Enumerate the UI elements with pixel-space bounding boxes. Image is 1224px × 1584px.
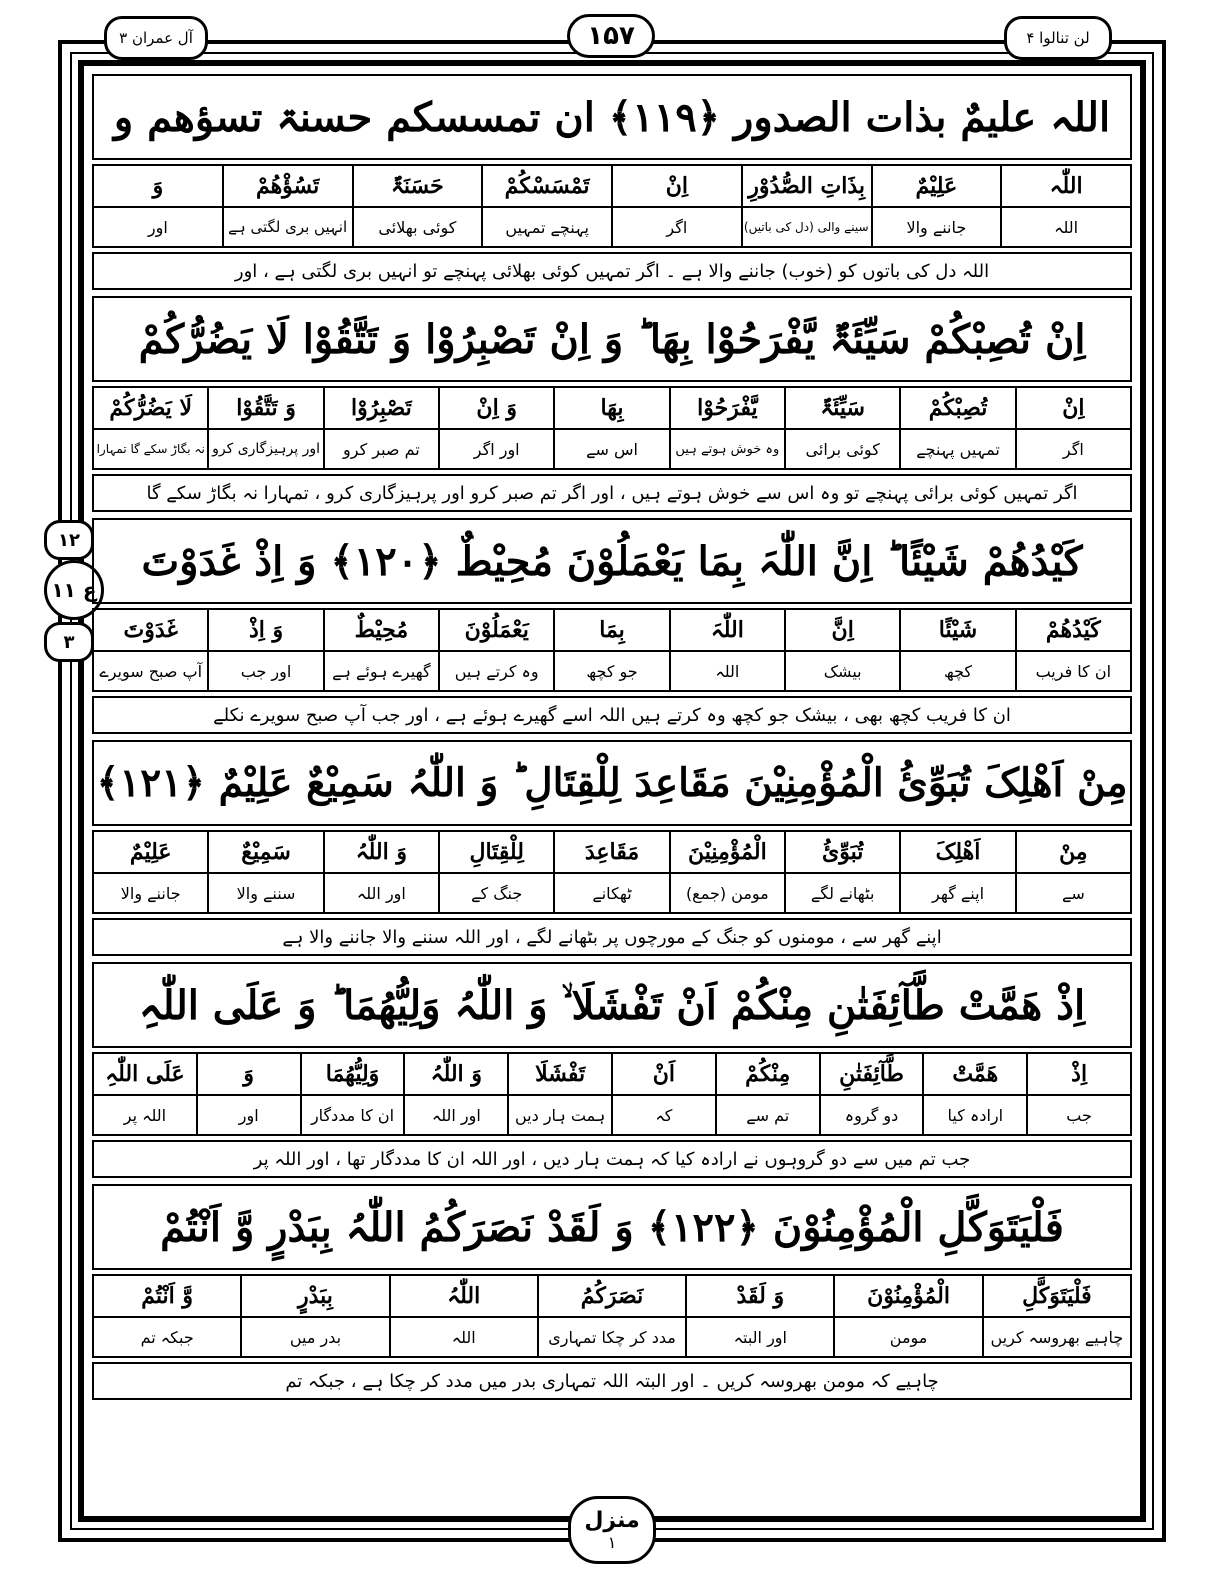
arabic-word: لِلْقِتَالِ [439,831,554,873]
urdu-meaning: اور جب [208,651,323,691]
ayah-text: مِنْ اَھْلِکَ تُبَوِّئُ الْمُؤْمِنِیْنَ مَقَاعِدَ لِلْقِتَالِ ؕ وَ اللّٰہُ سَمِیْعٌ عَلِیْمٌ ﴿۱۲۱﴾ [92,740,1132,826]
urdu-meaning: اور پرہیزگاری کرو [208,429,323,469]
urdu-meaning: دو گروہ [820,1095,924,1135]
arabic-word: وَّ اَنْتُمْ [93,1275,241,1317]
arabic-word: بِذَاتِ الصُّدُوْرِ [742,165,872,207]
urdu-meaning: اس سے [554,429,669,469]
arabic-word: فَلْیَتَوَکَّلِ [983,1275,1131,1317]
page-content [92,74,1132,1406]
arabic-word: اِنَّ [785,609,900,651]
arabic-words-row [93,387,1131,429]
urdu-translation: جب تم میں سے دو گروہوں نے ارادہ کیا کہ ہمت ہار دیں ، اور اللہ ان کا مددگار تھا ، اور اللہ پر [92,1140,1132,1178]
arabic-words-row [93,1275,1131,1317]
word-grid [92,1274,1132,1358]
arabic-word: ھَمَّتْ [923,1053,1027,1095]
urdu-translation: چاہیے کہ مومن بھروسہ کریں ۔ اور البتہ اللہ تمہاری بدر میں مدد کر چکا ہے ، جبکہ تم [92,1362,1132,1400]
urdu-meaning: چاہیے بھروسہ کریں [983,1317,1131,1357]
arabic-word: تُبَوِّئُ [785,831,900,873]
urdu-meaning: جاننے والا [93,873,208,913]
arabic-word: اللّٰہَ [670,609,785,651]
page-number: ۱۵۷ [587,21,635,51]
juz-name-badge [1004,16,1112,60]
manzil-label: منزل [584,1508,640,1533]
verse-section [92,518,1132,734]
urdu-translation: اللہ دل کی باتوں کو (خوب) جاننے والا ہے ۔ اگر تمہیں کوئی بھلائی پہنچے تو انہیں بری لگتی ہے ، اور [92,252,1132,290]
arabic-word: وَ لَقَدْ [686,1275,834,1317]
arabic-word: اِنْ [1016,387,1131,429]
urdu-meaning: سے [1016,873,1131,913]
verse-section [92,740,1132,956]
urdu-meaning: مدد کر چکا تمہاری [538,1317,686,1357]
arabic-word: اللّٰہ [1001,165,1131,207]
urdu-meaning-row [93,1095,1131,1135]
arabic-words-row [93,1053,1131,1095]
arabic-word: وَ اِذْ [208,609,323,651]
arabic-word: وَ اللّٰہُ [324,831,439,873]
urdu-meaning: وہ خوش ہوتے ہیں [670,429,785,469]
word-grid [92,608,1132,692]
urdu-meaning: جب [1027,1095,1131,1135]
urdu-meaning: اللہ [390,1317,538,1357]
verse-section [92,296,1132,512]
arabic-word: غَدَوْتَ [93,609,208,651]
urdu-translation: اپنے گھر سے ، مومنوں کو جنگ کے مورچوں پر بٹھانے لگے ، اور اللہ سننے والا جاننے والا ہے [92,918,1132,956]
arabic-word: وَ تَتَّقُوْا [208,387,323,429]
arabic-word: یَعْمَلُوْنَ [439,609,554,651]
urdu-meaning: اللہ پر [93,1095,197,1135]
urdu-meaning: کوئی برائی [785,429,900,469]
urdu-meaning-row [93,1317,1131,1357]
arabic-word: کَیْدُھُمْ [1016,609,1131,651]
urdu-meaning-row [93,429,1131,469]
arabic-word: نَصَرَکُمُ [538,1275,686,1317]
urdu-meaning: اللہ [1001,207,1131,247]
arabic-word: اَنْ [612,1053,716,1095]
arabic-words-row [93,831,1131,873]
arabic-word: تَصْبِرُوْا [324,387,439,429]
verse-section [92,74,1132,290]
verse-section [92,1184,1132,1400]
ayah-text: اِنْ تُصِبْکُمْ سَیِّئَۃٌ یَّفْرَحُوْا بِھَا ؕ وَ اِنْ تَصْبِرُوْا وَ تَتَّقُوْا لَا یَضُرُّکُمْ [92,296,1132,382]
arabic-word: بِمَا [554,609,669,651]
urdu-meaning: جنگ کے [439,873,554,913]
urdu-meaning: کوئی بھلائی [353,207,483,247]
ayah-text: اللہ علیمٌ بذات الصدور ﴿۱۱۹﴾ ان تمسسکم حسنۃ تسؤھم و [92,74,1132,160]
arabic-word: شَیْئًا [900,609,1015,651]
arabic-word: تَمْسَسْکُمْ [482,165,612,207]
urdu-meaning: کہ [612,1095,716,1135]
arabic-word: اللّٰہُ [390,1275,538,1317]
arabic-word: وَ اِنْ [439,387,554,429]
ayah-text: اِذْ ھَمَّتْ طَّآئِفَتٰنِ مِنْکُمْ اَنْ تَفْشَلَا ۙ وَ اللّٰہُ وَلِیُّھُمَا ؕ وَ عَلَی اللّٰہِ [92,962,1132,1048]
arabic-words-row [93,165,1131,207]
arabic-word: طَّآئِفَتٰنِ [820,1053,924,1095]
urdu-meaning: نہ بگاڑ سکے گا تمہارا [93,429,208,469]
urdu-meaning: مومن [834,1317,982,1357]
manzil-number: ۱ [607,1533,617,1552]
urdu-meaning: مومن (جمع) [670,873,785,913]
urdu-meaning: بدر میں [241,1317,389,1357]
urdu-meaning: کچھ [900,651,1015,691]
urdu-meaning: اگر [612,207,742,247]
surah-name-badge [104,16,208,60]
page-number-badge [567,14,655,58]
urdu-meaning: اگر [1016,429,1131,469]
urdu-meaning: جاننے والا [872,207,1002,247]
urdu-meaning: اللہ [670,651,785,691]
arabic-word: تَسُؤْھُمْ [223,165,353,207]
urdu-meaning: اور البتہ [686,1317,834,1357]
arabic-word: اَھْلِکَ [900,831,1015,873]
arabic-word: بِبَدْرٍ [241,1275,389,1317]
arabic-word: عَلِیْمٌ [93,831,208,873]
ayah-text: فَلْیَتَوَکَّلِ الْمُؤْمِنُوْنَ ﴿۱۲۲﴾ وَ لَقَدْ نَصَرَکُمُ اللّٰہُ بِبَدْرٍ وَّ اَنْتُمْ [92,1184,1132,1270]
arabic-word: بِھَا [554,387,669,429]
arabic-word: وَ [93,165,223,207]
arabic-word: حَسَنَۃٌ [353,165,483,207]
urdu-translation: اگر تمہیں کوئی برائی پہنچے تو وہ اس سے خوش ہوتے ہیں ، اور اگر تم صبر کرو اور پرہیزگاری کرو ، تمہارا نہ بگاڑ سکے گا [92,474,1132,512]
urdu-translation: ان کا فریب کچھ بھی ، بیشک جو کچھ وہ کرتے ہیں اللہ اسے گھیرے ہوئے ہے ، اور جب آپ صبح سویرے نکلے [92,696,1132,734]
urdu-meaning: سننے والا [208,873,323,913]
arabic-word: وَلِیُّھُمَا [301,1053,405,1095]
arabic-word: یَّفْرَحُوْا [670,387,785,429]
arabic-word: اِذْ [1027,1053,1131,1095]
urdu-meaning-row [93,651,1131,691]
urdu-meaning: پہنچے تمہیں [482,207,612,247]
urdu-meaning: ان کا مددگار [301,1095,405,1135]
manzil-badge [568,1496,656,1564]
arabic-word: مِنْ [1016,831,1131,873]
ayah-text: کَیْدُھُمْ شَیْئًا ؕ اِنَّ اللّٰہَ بِمَا یَعْمَلُوْنَ مُحِیْطٌ ﴿۱۲۰﴾ وَ اِذْ غَدَوْتَ [92,518,1132,604]
arabic-word: اِنْ [612,165,742,207]
arabic-word: مُحِیْطٌ [324,609,439,651]
arabic-word: وَ اللّٰہُ [404,1053,508,1095]
urdu-meaning: اور [197,1095,301,1135]
urdu-meaning: وہ کرتے ہیں [439,651,554,691]
arabic-word: مَقَاعِدَ [554,831,669,873]
arabic-word: تَفْشَلَا [508,1053,612,1095]
urdu-meaning: آپ صبح سویرے [93,651,208,691]
urdu-meaning: تم صبر کرو [324,429,439,469]
arabic-word: عَلَی اللّٰہِ [93,1053,197,1095]
urdu-meaning: جبکہ تم [93,1317,241,1357]
urdu-meaning: گھیرے ہوئے ہے [324,651,439,691]
arabic-word: عَلِیْمٌ [872,165,1002,207]
urdu-meaning-row [93,207,1131,247]
urdu-meaning-row [93,873,1131,913]
urdu-meaning: ٹھکانے [554,873,669,913]
urdu-meaning: بٹھانے لگے [785,873,900,913]
urdu-meaning: ہمت ہار دیں [508,1095,612,1135]
urdu-meaning: جو کچھ [554,651,669,691]
urdu-meaning: اپنے گھر [900,873,1015,913]
arabic-word: الْمُؤْمِنُوْنَ [834,1275,982,1317]
surah-name: آل عمران ۳ [119,29,193,47]
word-grid [92,164,1132,248]
urdu-meaning: تمہیں پہنچے [900,429,1015,469]
word-grid [92,386,1132,470]
word-grid [92,830,1132,914]
urdu-meaning: ارادہ کیا [923,1095,1027,1135]
arabic-word: وَ [197,1053,301,1095]
urdu-meaning: بیشک [785,651,900,691]
arabic-word: لَا یَضُرُّکُمْ [93,387,208,429]
ruku-marker-top: ۱۲ [44,520,94,560]
urdu-meaning: ان کا فریب [1016,651,1131,691]
arabic-words-row [93,609,1131,651]
urdu-meaning: انہیں بری لگتی ہے [223,207,353,247]
word-grid [92,1052,1132,1136]
juz-name: لن تنالوا ۴ [1026,29,1090,47]
arabic-word: سَمِیْعٌ [208,831,323,873]
urdu-meaning: تم سے [716,1095,820,1135]
arabic-word: سَیِّئَۃٌ [785,387,900,429]
arabic-word: الْمُؤْمِنِیْنَ [670,831,785,873]
arabic-word: مِنْکُمْ [716,1053,820,1095]
urdu-meaning: اور اللہ [404,1095,508,1135]
ruku-marker-bottom: ۳ [44,622,94,662]
arabic-word: تُصِبْکُمْ [900,387,1015,429]
urdu-meaning: سینے والی (دل کی باتیں) [742,207,872,247]
urdu-meaning: اور [93,207,223,247]
urdu-meaning: اور اللہ [324,873,439,913]
verse-section [92,962,1132,1178]
urdu-meaning: اور اگر [439,429,554,469]
ruku-marker-middle: ع ۱۱ [44,560,104,620]
